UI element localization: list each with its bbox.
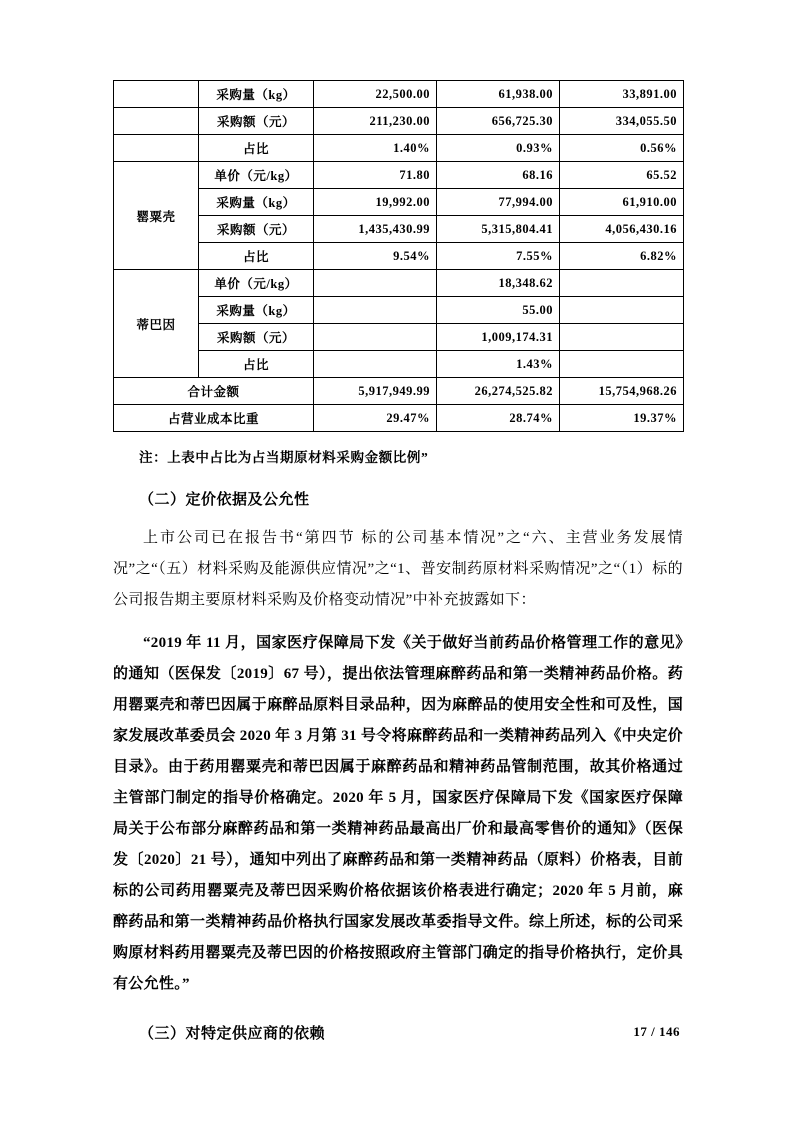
row-group-label-thebaine: 蒂巴因 [114, 270, 199, 378]
table-row [114, 162, 684, 189]
table-note: 注：上表中占比为占当期原材料采购金额比例” [139, 450, 429, 465]
cell-value: 22,500.00 [314, 81, 437, 108]
row-label: 采购额（元） [199, 324, 314, 351]
cell-value [560, 270, 684, 297]
row-group-label [114, 108, 199, 135]
cell-value: 1,435,430.99 [314, 216, 437, 243]
cell-value: 0.56% [560, 135, 684, 162]
table-summary-row [114, 405, 684, 432]
cell-value: 18,348.62 [437, 270, 560, 297]
row-group-label-poppy-shell: 罂粟壳 [114, 162, 199, 270]
table-row [114, 135, 684, 162]
table-row [114, 324, 684, 351]
cell-value: 55.00 [437, 297, 560, 324]
cell-value: 15,754,968.26 [560, 378, 684, 405]
cell-value: 4,056,430.16 [560, 216, 684, 243]
row-label: 采购量（kg） [199, 297, 314, 324]
row-group-label [114, 81, 199, 108]
cell-value: 6.82% [560, 243, 684, 270]
cell-value [560, 324, 684, 351]
cell-value: 656,725.30 [437, 108, 560, 135]
row-label: 采购量（kg） [199, 189, 314, 216]
cell-value: 19.37% [560, 405, 684, 432]
cell-value: 7.55% [437, 243, 560, 270]
cell-value [314, 351, 437, 378]
row-label: 采购量（kg） [199, 81, 314, 108]
cell-value: 29.47% [314, 405, 437, 432]
table-row [114, 189, 684, 216]
cell-value [314, 297, 437, 324]
cell-value: 9.54% [314, 243, 437, 270]
summary-label: 合计金额 [114, 378, 314, 405]
row-label: 占比 [199, 351, 314, 378]
cell-value: 65.52 [560, 162, 684, 189]
cell-value: 26,274,525.82 [437, 378, 560, 405]
cell-value: 77,994.00 [437, 189, 560, 216]
cell-value: 68.16 [437, 162, 560, 189]
procurement-table [113, 80, 684, 432]
row-label: 采购额（元） [199, 216, 314, 243]
table-row [114, 297, 684, 324]
cell-value: 19,992.00 [314, 189, 437, 216]
table-body [114, 81, 684, 432]
row-label: 单价（元/kg） [199, 162, 314, 189]
cell-value [560, 351, 684, 378]
row-label: 采购额（元） [199, 108, 314, 135]
cell-value: 71.80 [314, 162, 437, 189]
page-number: 17 / 146 [633, 1024, 680, 1039]
table-row [114, 243, 684, 270]
row-group-label [114, 135, 199, 162]
cell-value: 1.43% [437, 351, 560, 378]
section-heading-3: （三）对特定供应商的依赖 [139, 1026, 326, 1042]
row-label: 占比 [199, 243, 314, 270]
cell-value: 211,230.00 [314, 108, 437, 135]
summary-label: 占营业成本比重 [114, 405, 314, 432]
table-row [114, 216, 684, 243]
page-content [113, 80, 683, 1057]
row-label: 占比 [199, 135, 314, 162]
table-summary-row [114, 378, 684, 405]
cell-value: 1,009,174.31 [437, 324, 560, 351]
cell-value: 5,315,804.41 [437, 216, 560, 243]
row-label: 单价（元/kg） [199, 270, 314, 297]
cell-value: 1.40% [314, 135, 437, 162]
table-row [114, 108, 684, 135]
cell-value [560, 297, 684, 324]
cell-value: 33,891.00 [560, 81, 684, 108]
paragraph-quote: “2019 年 11 月，国家医疗保障局下发《关于做好当前药品价格管理工作的意见》的通知（医保发〔2019〕67 号），提出依法管理麻醉药品和第一类精神药品价格。药用罂粟壳和蒂巴因属于麻醉品原料目录品种，因为麻醉品的使用安全性和可及性，国家发展改革委员会 2020 年 3 月第 31 号令将麻醉药品和一类精神药品列入《中央定价目录》。由于药用罂粟壳和蒂巴因属于麻醉药品和精神药品管制范围，故其价格通过主管部门制定的指导价格确定。2020 年 5 月，国家医疗保障局下发《国家医疗保障局关于公布部分麻醉药品和第一类精神药品最高出厂价和最高零售价的通知》（医保发〔2020〕21 号），通知中列出了麻醉药品和第一类精神药品（原料）价格表，目前标的公司药用罂粟壳及蒂巴因采购价格依据该价格表进行确定；2020 年 5 月前，麻醉药品和第一类精神药品价格执行国家发展改革委指导文件。综上所述，标的公司采购原材料药用罂粟壳及蒂巴因的价格按照政府主管部门确定的指导价格执行，定价具有公允性。” [113, 635, 683, 992]
table-row [114, 81, 684, 108]
cell-value: 28.74% [437, 405, 560, 432]
cell-value: 0.93% [437, 135, 560, 162]
table-row [114, 270, 684, 297]
cell-value [314, 324, 437, 351]
table-row [114, 351, 684, 378]
cell-value: 61,938.00 [437, 81, 560, 108]
cell-value: 61,910.00 [560, 189, 684, 216]
cell-value: 5,917,949.99 [314, 378, 437, 405]
cell-value: 334,055.50 [560, 108, 684, 135]
section-heading-2: （二）定价依据及公允性 [139, 492, 310, 508]
cell-value [314, 270, 437, 297]
paragraph-intro: 上市公司已在报告书“第四节 标的公司基本情况”之“六、主营业务发展情况”之“（五）材料采购及能源供应情况”之“1、普安制药原材料采购情况”之“（1）标的公司报告期主要原材料采购及价格变动情况”中补充披露如下： [113, 530, 683, 608]
